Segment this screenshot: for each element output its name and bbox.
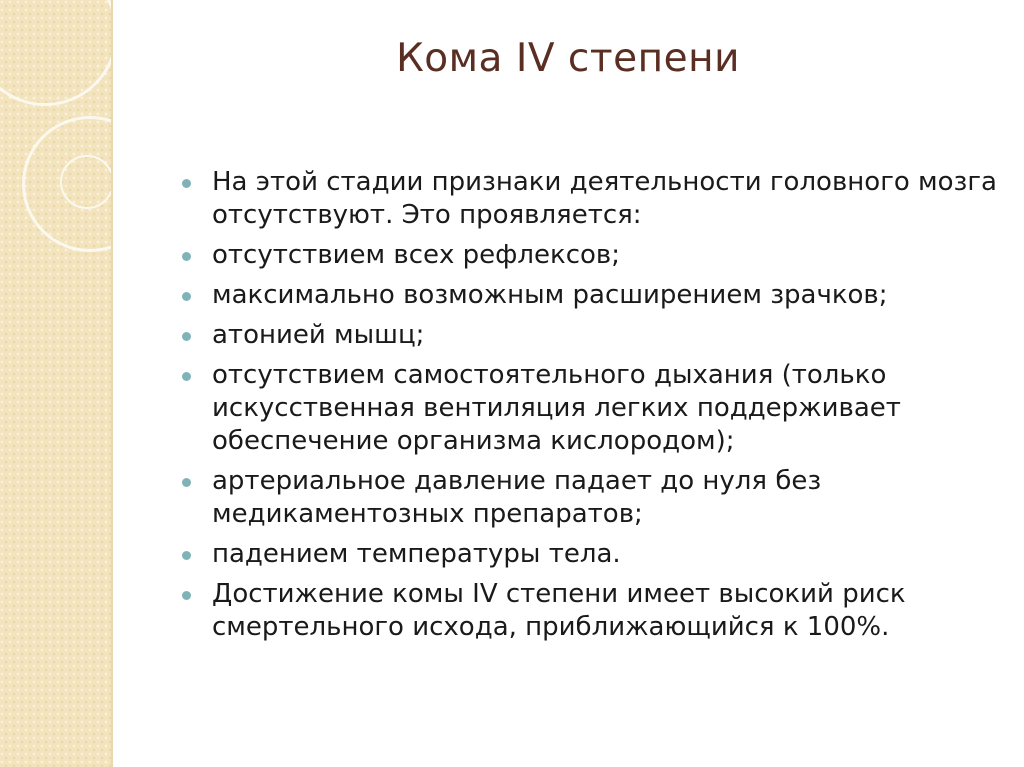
bullet-item: [180, 166, 1000, 232]
bullet-text: На этой стадии признаки деятельности головного мозга отсутствуют. Это проявляется:: [212, 167, 997, 230]
bullet-text: максимально возможным расширением зрачков;: [212, 280, 888, 310]
decorative-ring: [60, 155, 112, 209]
bullet-item: [180, 465, 1000, 531]
bullet-text: падением температуры тела.: [212, 539, 621, 569]
bullet-item: [180, 319, 1000, 352]
bullet-icon: [182, 551, 191, 560]
bullet-item: [180, 538, 1000, 571]
bullet-icon: [182, 478, 191, 487]
decorative-side-panel: [0, 0, 112, 767]
slide-title: Кома IV степени: [396, 36, 740, 81]
bullet-icon: [182, 252, 191, 261]
bullet-list: [180, 166, 1000, 651]
bullet-text: Достижение комы IV степени имеет высокий риск смертельного исхода, приближающийся к 100%.: [212, 579, 906, 642]
side-panel-edge: [111, 0, 113, 767]
decorative-ring: [0, 0, 112, 106]
bullet-item: [180, 239, 1000, 272]
bullet-item: [180, 359, 1000, 458]
bullet-icon: [182, 292, 191, 301]
bullet-text: артериальное давление падает до нуля без медикаментозных препаратов;: [212, 466, 822, 529]
bullet-text: отсутствием всех рефлексов;: [212, 240, 621, 270]
bullet-item: [180, 279, 1000, 312]
bullet-text: отсутствием самостоятельного дыхания (только искусственная вентиляция легких поддерживает обеспечение организма кислородом);: [212, 360, 901, 456]
bullet-item: [180, 578, 1000, 644]
bullet-icon: [182, 332, 191, 341]
bullet-icon: [182, 179, 191, 188]
bullet-icon: [182, 591, 191, 600]
bullet-icon: [182, 372, 191, 381]
bullet-text: атонией мышц;: [212, 320, 425, 350]
